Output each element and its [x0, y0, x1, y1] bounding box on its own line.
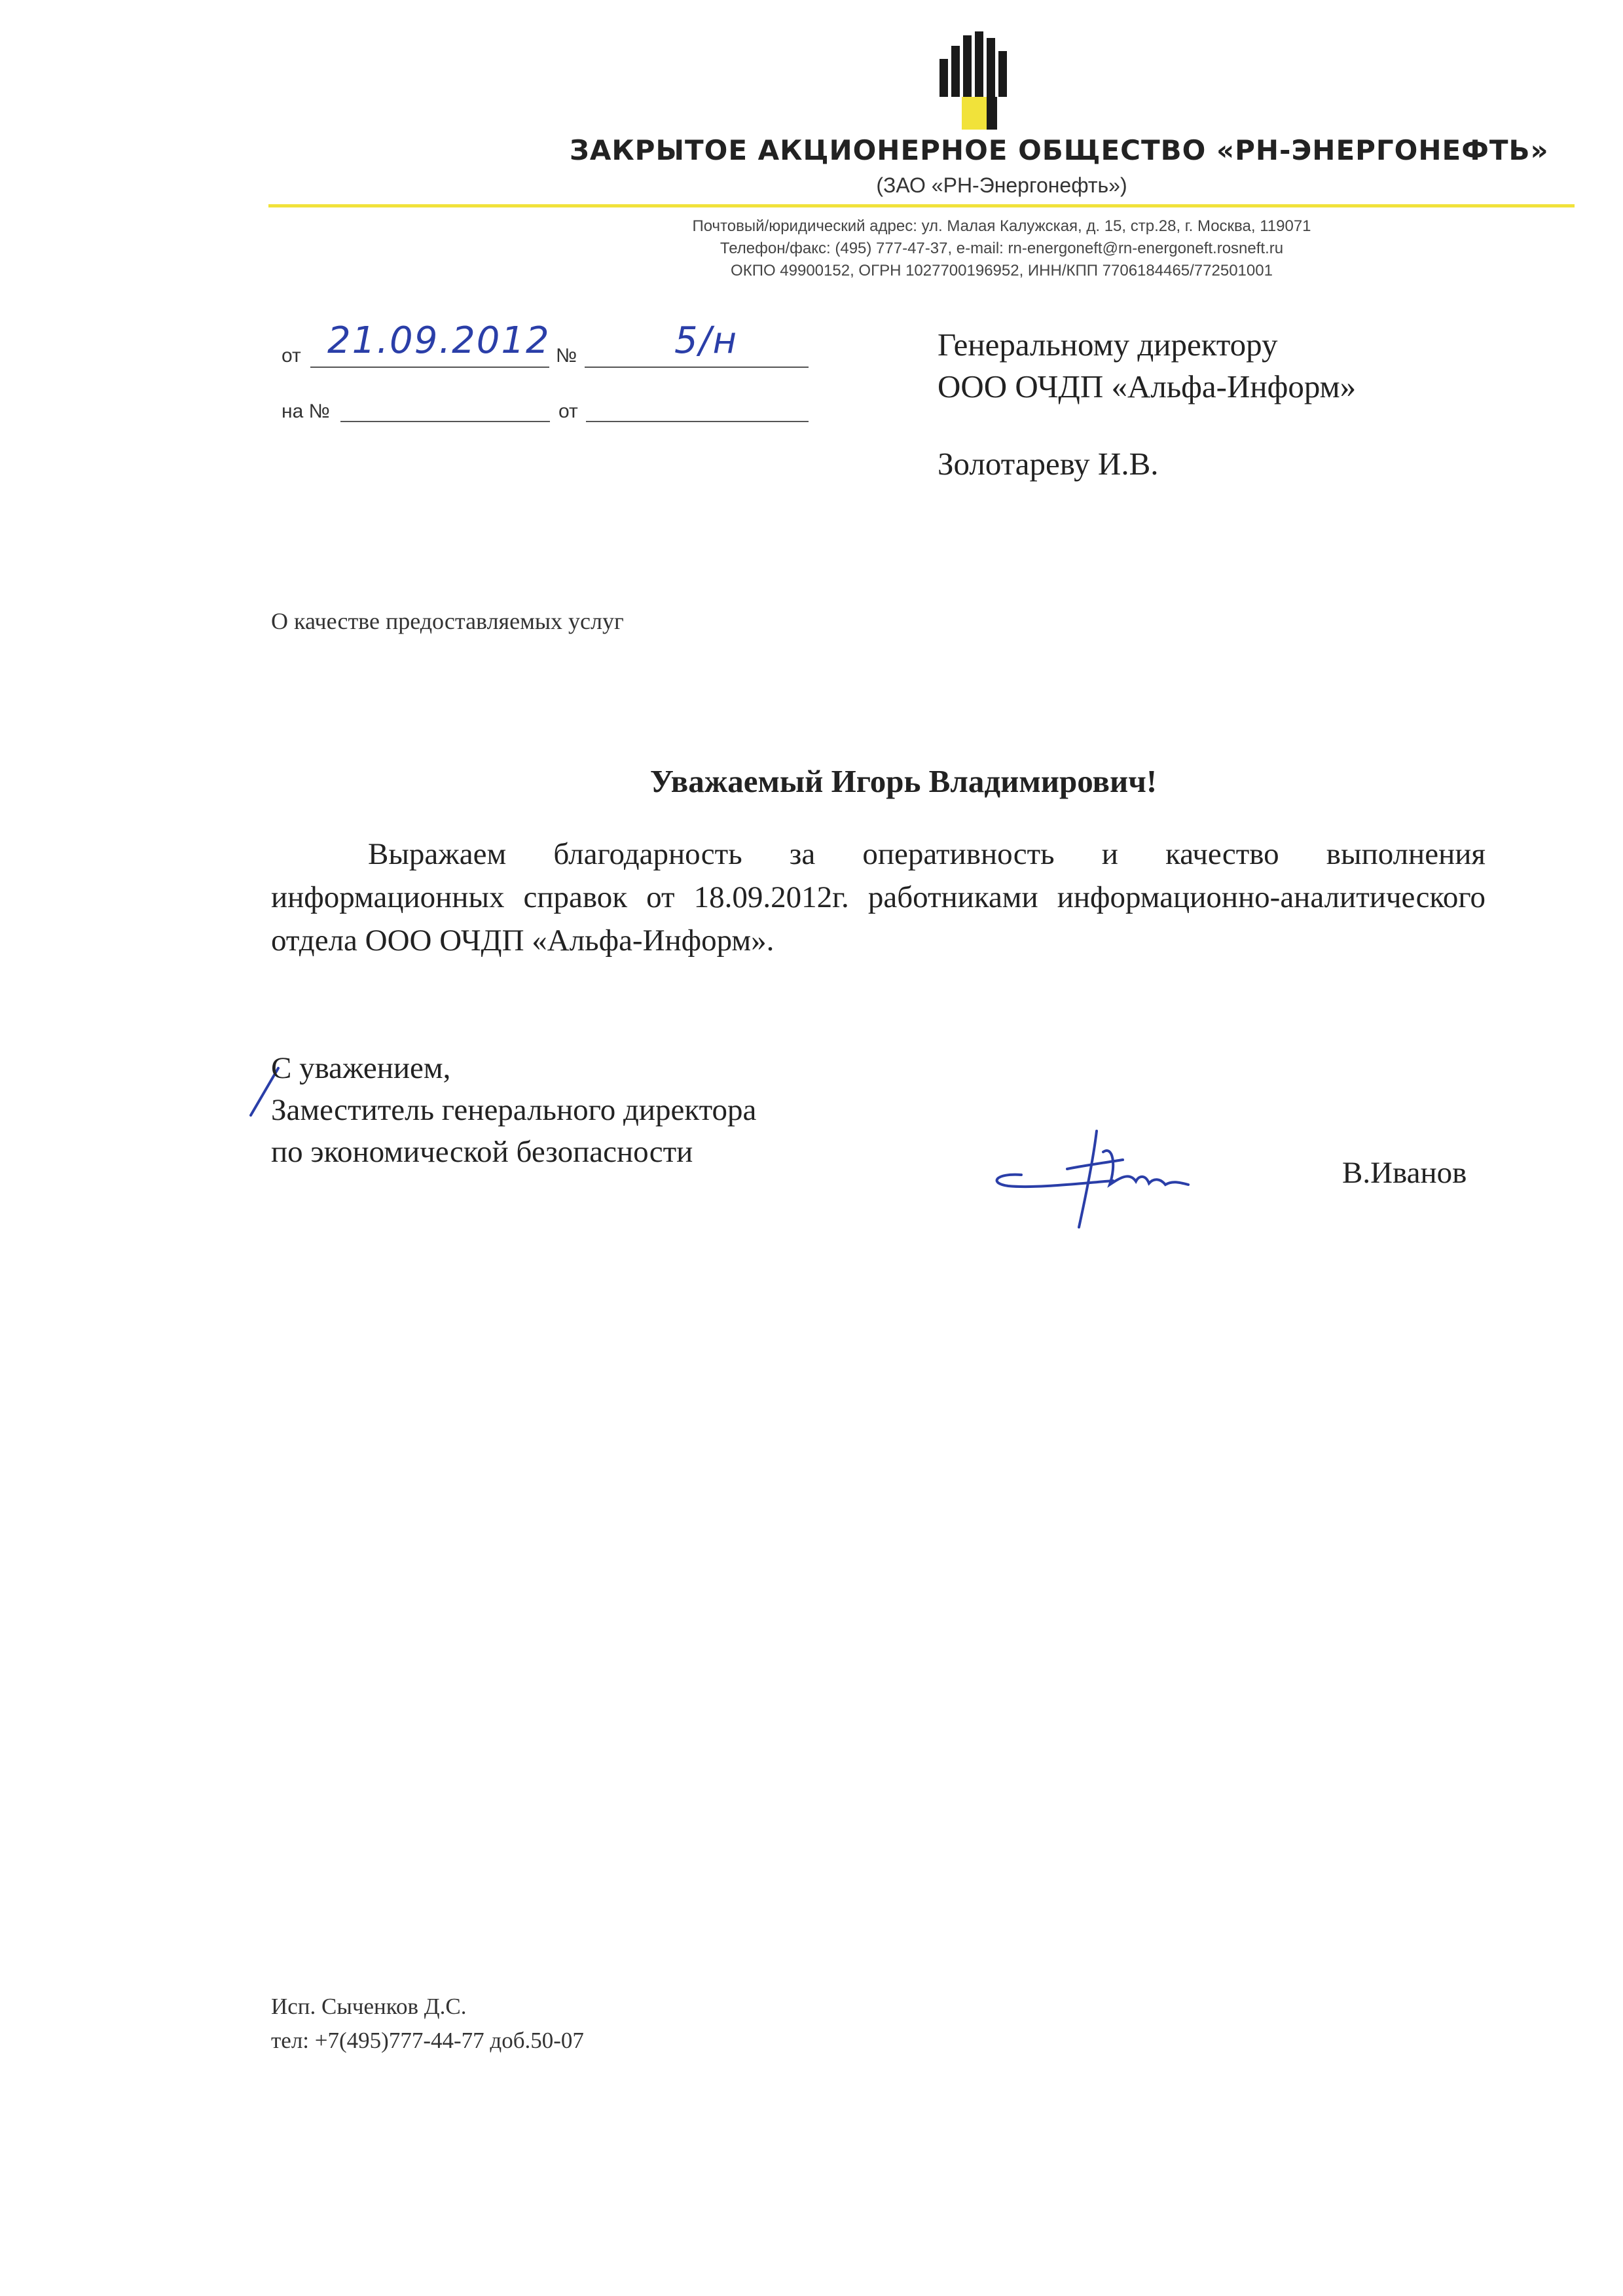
letter-salutation: Уважаемый Игорь Владимирович! [649, 763, 1158, 799]
company-logo-icon [933, 31, 1018, 130]
company-address: Почтовый/юридический адрес: ул. Малая Калужская, д. 15, стр.28, г. Москва, 119071 [692, 217, 1311, 235]
from-date-value: 21.09.2012 [327, 319, 551, 362]
from-date-line [310, 367, 549, 368]
executor-block [271, 1990, 584, 2058]
number-value: 5/н [674, 319, 739, 362]
letter-body: Выражаем благодарность за оперативность и качество выполнения информационных справок от 18.09.2012г. работниками информационно-аналитического отдела ООО ОЧДП «Альфа-Информ». [271, 837, 1486, 958]
addressee-name: Золотареву И.В. [938, 446, 1159, 482]
signer-name: В.Иванов [1342, 1156, 1467, 1190]
reply-number-label: на № [282, 401, 330, 422]
company-registry: ОКПО 49900152, ОГРН 1027700196952, ИНН/КПП 7706184465/772501001 [731, 262, 1273, 279]
from-date-label: от [282, 345, 301, 367]
closing-block [271, 1047, 756, 1173]
closing-regards: С уважением, [271, 1051, 451, 1085]
signer-position-line2: по экономической безопасности [271, 1135, 693, 1169]
reply-from-line [586, 421, 809, 422]
reply-from-label: от [558, 401, 578, 422]
addressee-block [938, 324, 1356, 485]
company-phone-email: Телефон/факс: (495) 777-47-37, e-mail: rn-energoneft@rn-energoneft.rosneft.ru [720, 240, 1284, 257]
handwritten-signature-icon [982, 1113, 1205, 1237]
letterhead-divider [268, 204, 1575, 207]
number-label: № [556, 345, 577, 367]
executor-name: Исп. Сыченков Д.С. [271, 1994, 467, 2019]
reply-number-line [340, 421, 550, 422]
letter-subject: О качестве предоставляемых услуг [271, 608, 624, 634]
addressee-organization: ООО ОЧДП «Альфа-Информ» [938, 368, 1357, 404]
company-short-name: (ЗАО «РН-Энергонефть») [876, 173, 1127, 197]
executor-phone: тел: +7(495)777-44-77 доб.50-07 [271, 2028, 584, 2053]
number-line [585, 367, 809, 368]
company-full-name: ЗАКРЫТОЕ АКЦИОНЕРНОЕ ОБЩЕСТВО «РН-ЭНЕРГОНЕФТЬ» [570, 134, 1549, 166]
addressee-position: Генеральному директору [938, 327, 1278, 363]
signer-position-line1: Заместитель генерального директора [271, 1093, 757, 1127]
